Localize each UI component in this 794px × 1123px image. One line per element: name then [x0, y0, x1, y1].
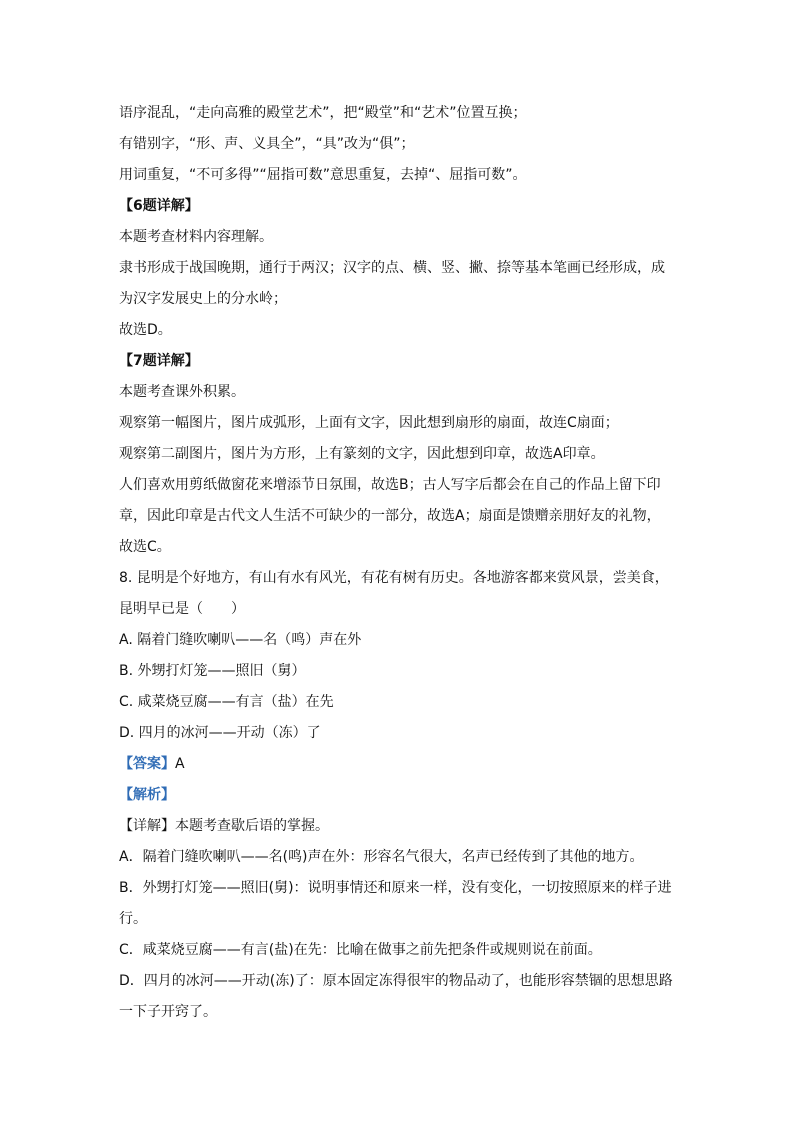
- explanation-line: 行。: [119, 911, 147, 927]
- analysis-line: [119, 780, 679, 811]
- detail-intro: 本题考查歇后语的掌握。: [175, 818, 329, 834]
- text-line: 观察第一幅图片，图片成弧形，上面有文字，因此想到扇形的扇面，故连C扇面；: [119, 415, 619, 431]
- explanation-line: C．咸菜烧豆腐——有言(盐)在先：比喻在做事之前先把条件或规则说在前面。: [119, 942, 602, 958]
- document-page: [119, 98, 679, 1028]
- answer-line: [119, 749, 679, 780]
- explanation-line: 一下子开窍了。: [119, 1004, 217, 1020]
- q8-option-d: D. 四月的冰河——开动（冻）了: [119, 725, 321, 741]
- explanation-line: B．外甥打灯笼——照旧(舅)：说明事情还和原来一样，没有变化，一切按照原来的样子进: [119, 880, 672, 896]
- text-line: 章，因此印章是古代文人生活不可缺少的一部分，故选A；扇面是馈赠亲朋好友的礼物，: [119, 508, 661, 524]
- q8-option-b: B. 外甥打灯笼——照旧（舅）: [119, 663, 306, 679]
- text-line: 语序混乱，“走向高雅的殿堂艺术”，把“殿堂”和“艺术”位置互换；: [119, 105, 527, 121]
- text-line: 用词重复，“不可多得”“屈指可数”意思重复，去掉“、屈指可数”。: [119, 167, 527, 183]
- detail-line: [119, 811, 679, 842]
- text-line: 本题考查材料内容理解。: [119, 229, 273, 245]
- text-line: 本题考查课外积累。: [119, 384, 245, 400]
- detail-label: 【详解】: [119, 818, 175, 834]
- text-line: 隶书形成于战国晚期，通行于两汉；汉字的点、横、竖、撇、捺等基本笔画已经形成，成: [119, 260, 665, 276]
- text-line: 故选D。: [119, 322, 172, 338]
- text-line: 有错别字，“形、声、义具全”，“具”改为“俱”；: [119, 136, 415, 152]
- q6-heading: 【6题详解】: [119, 198, 199, 214]
- q8-stem: 8. 昆明是个好地方，有山有水有风光，有花有树有历史。各地游客都来赏风景，尝美食，: [119, 570, 669, 586]
- text-line: 为汉字发展史上的分水岭；: [119, 291, 287, 307]
- explanation-line: D．四月的冰河——开动(冻)了：原本固定冻得很牢的物品动了，也能形容禁锢的思想思路: [119, 973, 673, 989]
- text-line: 观察第二副图片，图片为方形，上有篆刻的文字，因此想到印章，故选A印章。: [119, 446, 605, 462]
- analysis-label: 【解析】: [119, 787, 175, 803]
- q8-option-c: C. 咸菜烧豆腐——有言（盐）在先: [119, 694, 334, 710]
- q7-heading: 【7题详解】: [119, 353, 199, 369]
- q8-option-a: A. 隔着门缝吹喇叭——名（鸣）声在外: [119, 632, 362, 648]
- q8-stem: 昆明早已是（ ）: [119, 601, 245, 617]
- text-line: 故选C。: [119, 539, 171, 555]
- text-line: 人们喜欢用剪纸做窗花来增添节日氛围，故选B；古人写字后都会在自己的作品上留下印: [119, 477, 661, 493]
- answer-label: 【答案】: [119, 756, 175, 772]
- answer-value: A: [175, 756, 185, 772]
- explanation-line: A．隔着门缝吹喇叭——名(鸣)声在外：形容名气很大，名声已经传到了其他的地方。: [119, 849, 644, 865]
